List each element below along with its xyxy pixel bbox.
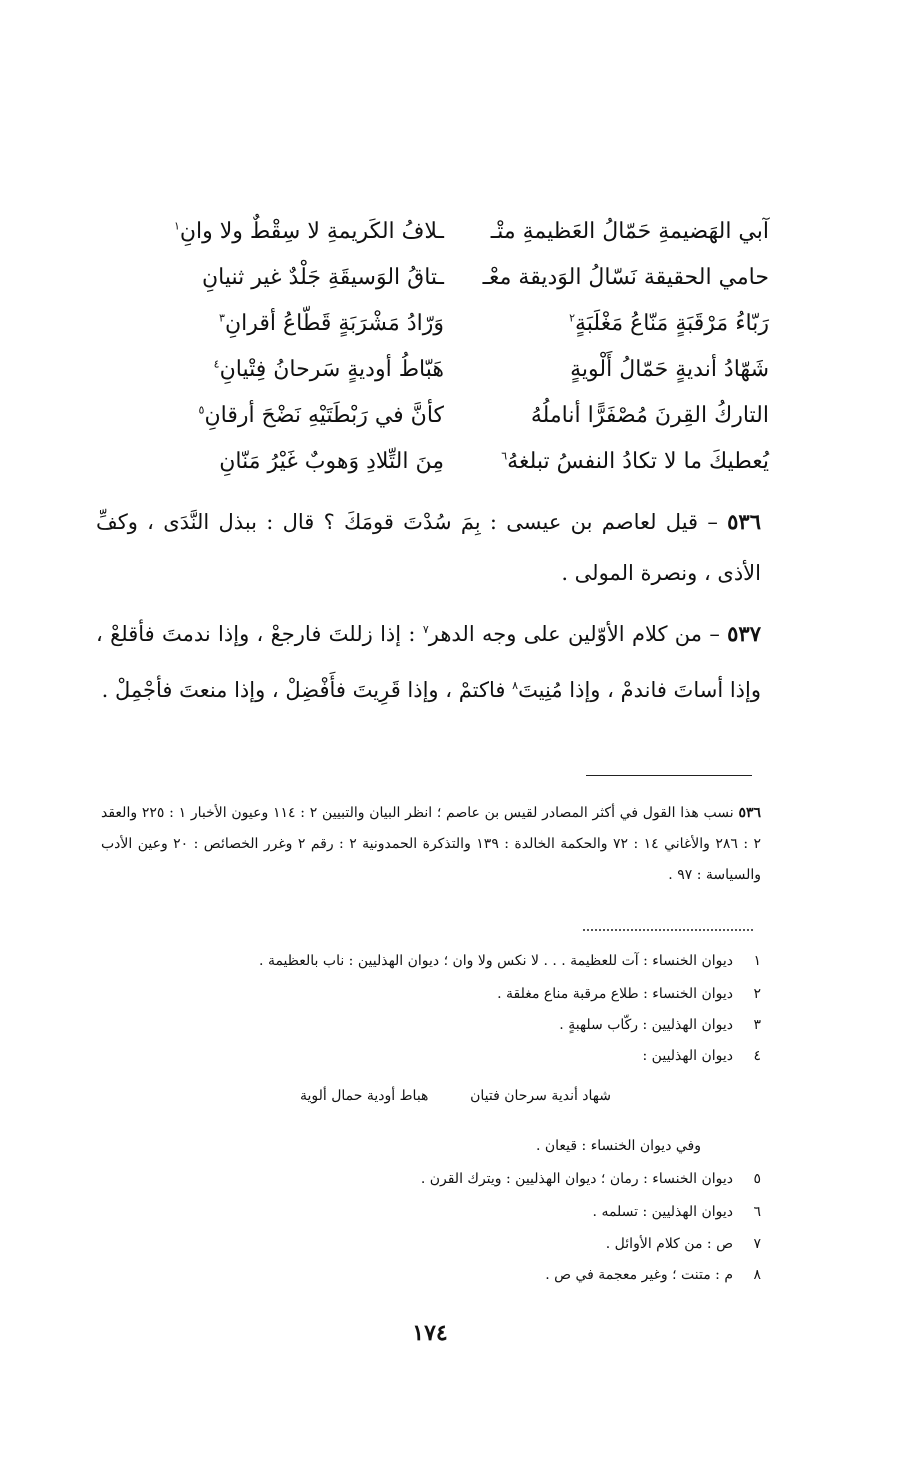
footnote-text: ديوان الهذليين : <box>642 1048 733 1064</box>
footnote-ref: ٤ <box>213 357 220 371</box>
source-note-text: نسب هذا القول في أكثر المصادر لقيس بن عاصم ؛ انظر البيان والتبيين ٢ : ١١٤ وعيون الأخبار ١ : ٢٢٥ والعقد ٢ : ٢٨٦ والأغاني ١٤ : ٧٢ والحكمة الخالدة : ١٣٩ والتذكرة الحمدونية ٢ : رقم ٢ وغرر الخصائص : ٢٠ وعين الأدب والسياسة : ٩٧ . <box>101 805 762 883</box>
footnote-item <box>259 950 761 972</box>
verse-second-hemistich: ـتاقُ الوَسيقَةِ جَلْدٌ غير ثنيانِ <box>202 264 444 290</box>
poem-verse <box>129 208 769 254</box>
footnote-number: ٨ <box>753 1267 761 1283</box>
footnote-ref: ٥ <box>198 403 205 417</box>
verse-second-hemistich: كأنَّ في رَبْطَتَيْهِ نَضْحَ أرقانِ$^٥$ <box>198 402 444 428</box>
footnote-item <box>593 1201 761 1223</box>
verse-first-hemistich: شَهّادُ أنديةٍ حَمّالُ أَلْويةٍ <box>570 356 769 382</box>
verse-second-hemistich: ـلافُ الكَريمةِ لا سِقْطٌ ولا وانِ$^١$ <box>173 218 444 244</box>
paragraph-text: – قيل لعاصم بن عيسى : بِمَ سُدْتَ قومَكَ ؟ قال : ببذل النَّدَى ، وكفِّ الأذى ، ونصرة المولى . <box>96 510 761 585</box>
paragraph-text: : إذا زللتَ فارجعْ ، وإذا ندمتَ فأقلعْ ، وإذا أساتَ فاندمْ ، وإذا مُنِيتَ <box>96 622 761 702</box>
footnote-number: ٦ <box>753 1204 761 1220</box>
poem-verse <box>129 392 769 438</box>
footnote-text: م : متنت ؛ وغير معجمة في ص . <box>545 1267 733 1283</box>
poem-verse <box>129 300 769 346</box>
paragraph-text: فاكتمْ ، وإذا قَرِيتَ فأَفْضِلْ ، وإذا منعتَ فأجْمِلْ . <box>101 678 513 702</box>
footnote-ref: ٣ <box>219 311 225 325</box>
footnote-text: ديوان الهذليين : تسلمه . <box>592 1204 733 1220</box>
paragraph-536 <box>96 496 761 599</box>
poem-verse <box>129 346 769 392</box>
footnote-dotted-separator <box>583 929 753 931</box>
poem-block <box>129 208 769 484</box>
paragraph-number: ٥٣٧ <box>727 621 761 646</box>
footnote-item <box>643 1045 761 1067</box>
footnote-number: ٣ <box>753 1017 761 1033</box>
paragraph-number: ٥٣٦ <box>727 509 761 534</box>
footnote-text: ديوان الخنساء : رمان ؛ ديوان الهذليين : ويترك القرن . <box>420 1171 733 1187</box>
footnote-verse-first: شهاد أندية سرحان فتيان <box>470 1088 611 1104</box>
verse-first-hemistich: آبي الهَضيمةِ حَمّالُ العَظيمةِ متْـ <box>490 218 769 244</box>
footnote-ref: ٧ <box>422 623 429 636</box>
footnote-separator <box>586 775 752 776</box>
verse-first-hemistich: التاركُ القِرنَ مُصْفَرًّا أناملُهُ <box>530 402 769 428</box>
footnote-text: ديوان الخنساء : آت للعظيمة . . . لا نكس ولا وان ؛ ديوان الهذليين : ناب بالعظيمة . <box>259 953 733 969</box>
footnote-number: ٧ <box>753 1236 761 1252</box>
footnote-number: ٥ <box>753 1171 761 1187</box>
verse-second-hemistich: وَرّادُ مَشْرَبَةٍ قَطّاعُ أقرانِ$^٣$ <box>219 310 444 336</box>
paragraph-537 <box>96 604 761 716</box>
paragraph-text: – من كلام الأوّلين على وجه الدهر <box>428 622 728 646</box>
verse-first-hemistich: رَبّاءُ مَرْقَبَةٍ مَنّاعُ مَغْلَبَةٍ$^٢$ <box>569 310 769 336</box>
verse-second-hemistich: مِنَ التِّلادِ وَهوبٌ غَيْرُ مَنّانِ <box>219 448 444 474</box>
footnote-item <box>545 1264 761 1286</box>
footnote-item <box>497 983 761 1005</box>
footnote-text: ديوان الخنساء : طلاع مرقبة مناع مغلقة . <box>497 986 733 1002</box>
footnote-number: ١ <box>753 953 761 969</box>
footnote-ref: ٦ <box>501 449 508 463</box>
footnote-extra-text: وفي ديوان الخنساء : قيعان . <box>535 1138 701 1154</box>
verse-first-hemistich: حامي الحقيقة نَسّالُ الوَديقة معْـ <box>482 264 769 290</box>
verse-first-hemistich: يُعطيكَ ما لا تكادُ النفسُ تبلغهُ$^٦$ <box>501 448 769 474</box>
source-note <box>101 798 761 891</box>
footnote-ref: ١ <box>173 219 180 233</box>
footnote-text: ديوان الهذليين : ركّاب سلهبةٍ . <box>559 1017 733 1033</box>
footnote-item <box>421 1168 761 1190</box>
poem-verse <box>129 254 769 300</box>
footnote-item <box>606 1233 761 1255</box>
footnote-item <box>559 1014 761 1036</box>
verse-second-hemistich: هَبّاطُ أوديةٍ سَرحانُ فِتْيانِ$^٤$ <box>213 356 444 382</box>
footnote-number: ٤ <box>753 1048 761 1064</box>
footnote-number: ٢ <box>753 986 761 1002</box>
footnote-ref: ٢ <box>569 311 575 325</box>
poem-verse <box>129 438 769 484</box>
footnote-verse-second: هباط أودية حمال ألوية <box>300 1088 429 1104</box>
source-note-number: ٥٣٦ <box>738 805 761 821</box>
page-number: ١٧٤ <box>412 1320 448 1346</box>
footnote-ref: ٨ <box>512 679 519 692</box>
footnote-text: ص : من كلام الأوائل . <box>605 1236 733 1252</box>
